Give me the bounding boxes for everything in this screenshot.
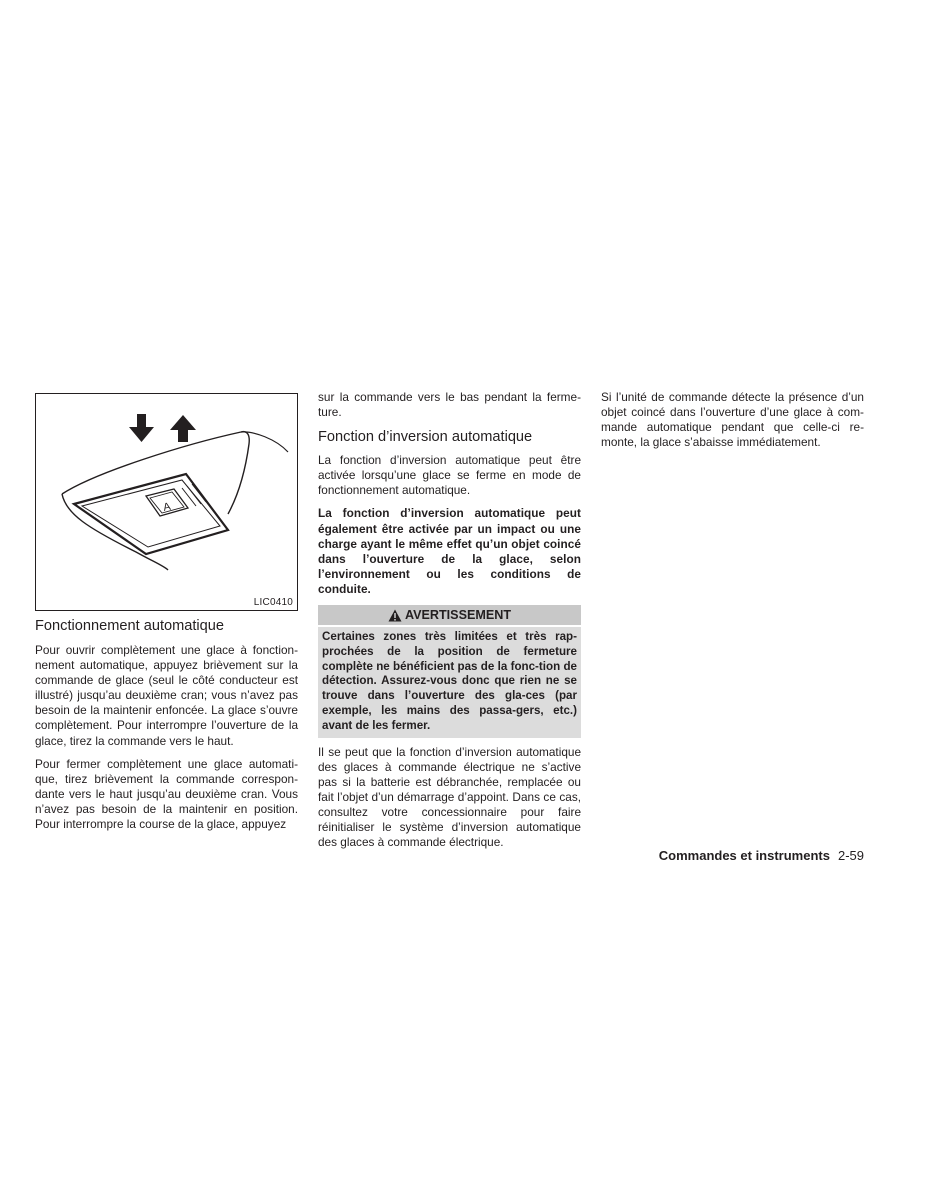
left-column xyxy=(35,390,298,840)
paragraph-continuation: sur la commande vers le bas pendant la ferme-ture. xyxy=(318,390,581,420)
paragraph-close-window: Pour fermer complètement une glace automati-que, tirez brièvement la commande correspon-dante vers le haut jusqu’au deuxième cran. Vous n’avez pas besoin de la maintenir en position. Pour interrompre la course de la glace, appuyez xyxy=(35,756,298,832)
section-heading-auto-operation: Fonctionnement automatique xyxy=(35,618,225,634)
warning-body xyxy=(318,627,581,738)
warning-triangle-icon xyxy=(388,609,402,622)
svg-text:A: A xyxy=(162,500,172,514)
down-arrow-icon xyxy=(129,414,154,442)
up-arrow-icon xyxy=(170,415,196,442)
warning-title: AVERTISSEMENT xyxy=(404,608,512,623)
power-window-switch-illustration xyxy=(36,394,297,610)
right-column xyxy=(601,390,864,458)
middle-column xyxy=(318,390,581,858)
warning-header xyxy=(318,605,581,625)
paragraph-open-window: Pour ouvrir complètement une glace à fonction-nement automatique, appuyez brièvement sur la commande de glace (seul le côté conducteur est illustré) jusqu’au deuxième cran; vous n’avez pas besoin de la maintenir enfoncée. La glace s’ouvre complètement. Pour interrompre l’ouverture de la glace, tirez la commande vers le haut. xyxy=(35,643,298,748)
window-switch-figure xyxy=(35,393,298,611)
page-footer xyxy=(600,848,864,863)
figure-code: LIC0410 xyxy=(253,597,293,608)
section-heading-auto-reverse: Fonction d’inversion automatique xyxy=(318,429,533,446)
paragraph-auto-reverse-impact: La fonction d’inversion automatique peut également être activée par un impact ou une charge ayant le même effet qu’un objet coincé dans l’ouverture de la glace, selon l’environnement ou les conditions de conduite. xyxy=(318,506,581,596)
paragraph-battery: Il se peut que la fonction d’inversion automatique des glaces à commande électrique ne s’active pas si la batterie est débranchée, remplacée ou fait l’objet d’un démarrage d’appoint. Dans ce cas, consultez votre concessionnaire pour faire réinitialiser le système d’inversion automatique des glaces à commande électrique. xyxy=(318,744,581,850)
page-number: 2-59 xyxy=(837,848,864,863)
paragraph-obstacle-detected: Si l’unité de commande détecte la présence d’un objet coincé dans l’ouverture d’une glace à com-mande automatique pendant que celle-ci re-monte, la glace s’abaisse immédiatement. xyxy=(601,390,864,450)
paragraph-auto-reverse: La fonction d’inversion automatique peut être activée lorsqu’une glace se ferme en mode de fonctionnement automatique. xyxy=(318,453,581,498)
warning-text: Certaines zones très limitées et très rap-prochées de la position de fermeture complète ne bénéficient pas de la fonc-tion de détection. Assurez-vous donc que rien ne se trouve dans l’ouverture des gla-ces (par exemple, les mains des passa-gers, etc.) avant de les fermer. xyxy=(322,630,577,732)
footer-section-title: Commandes et instruments xyxy=(658,848,830,863)
